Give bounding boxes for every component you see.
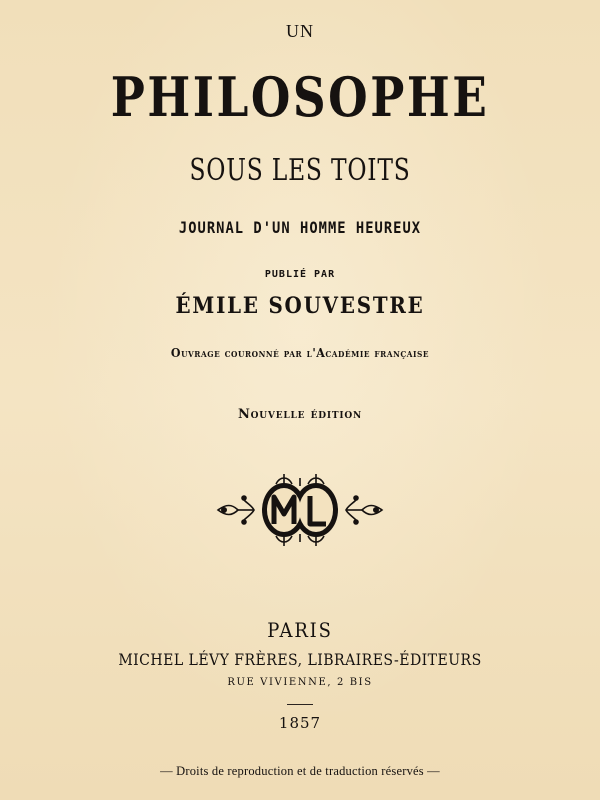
book-tagline: JOURNAL D'UN HOMME HEUREUX [178,218,422,237]
published-by-label: PUBLIÉ PAR [264,269,336,280]
rights-notice: — Droits de reproduction et de traduction réservés — [160,764,440,778]
publication-year: 1857 [278,714,322,732]
publisher-address: RUE VIVIENNE, 2 BIS [227,677,373,688]
author-name: ÉMILE SOUVESTRE [175,293,425,319]
edition-note: Nouvelle édition [237,407,363,422]
book-subtitle: SOUS LES TOITS [189,153,411,188]
divider-rule [287,704,313,705]
book-title: PHILOSOPHE [110,65,490,129]
publication-city: PARIS [267,618,333,642]
publisher-name: MICHEL LÉVY FRÈRES, LIBRAIRES-ÉDITEURS [118,650,482,669]
pre-title: UN [286,21,314,41]
award-note: Ouvrage couronné par l'Académie française [170,346,430,360]
ml-monogram-icon [214,470,386,550]
publisher-emblem [214,470,386,550]
